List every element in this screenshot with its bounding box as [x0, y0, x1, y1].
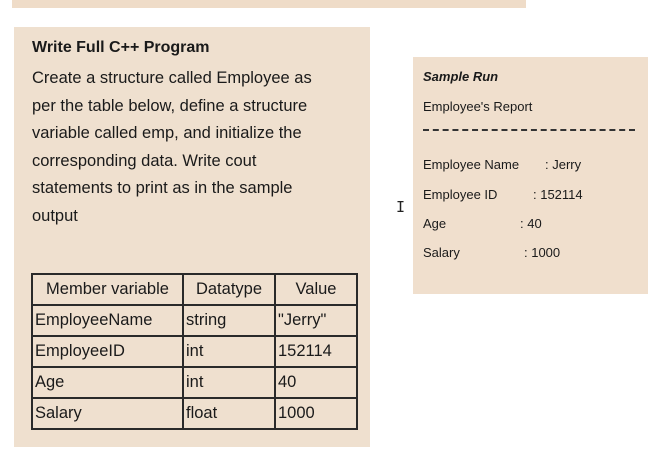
cell-type: int: [183, 367, 275, 398]
assignment-card: [14, 27, 370, 447]
report-label: Employee ID: [423, 187, 498, 202]
cell-type: int: [183, 336, 275, 367]
report-label: Age: [423, 216, 447, 231]
text-cursor-icon: I: [396, 198, 406, 216]
cell-value: 40: [275, 367, 357, 398]
cell-value: 1000: [275, 398, 357, 429]
description-line: statements to print as in the sample: [32, 179, 293, 198]
table-row: [32, 398, 357, 429]
cell-member: EmployeeID: [32, 336, 183, 367]
description-line: corresponding data. Write cout: [32, 151, 257, 170]
assignment-description: [32, 65, 367, 231]
report-value: : 40: [520, 216, 542, 231]
dashed-divider: [423, 129, 635, 131]
header-value: Value: [275, 274, 357, 305]
report-label: Employee Name: [423, 157, 520, 172]
cell-member: Age: [32, 367, 183, 398]
cell-value: "Jerry": [275, 305, 357, 336]
report-value: : Jerry: [545, 157, 582, 172]
report-value: : 152114: [533, 187, 583, 202]
table-row: [32, 305, 357, 336]
cell-member: Salary: [32, 398, 183, 429]
report-value: : 1000: [524, 245, 561, 260]
assignment-title: Write Full C++ Program: [32, 39, 210, 56]
sample-run-card: [413, 57, 648, 294]
table-row: [32, 367, 357, 398]
description-line: per the table below, define a structure: [32, 96, 308, 115]
member-table: [31, 273, 358, 430]
report-label: Salary: [423, 245, 460, 260]
cell-type: string: [183, 305, 275, 336]
header-datatype: Datatype: [183, 274, 275, 305]
report-title: Employee's Report: [423, 99, 533, 114]
table-header-row: [32, 274, 357, 305]
cell-member: EmployeeName: [32, 305, 183, 336]
header-member-variable: Member variable: [32, 274, 183, 305]
cell-type: float: [183, 398, 275, 429]
cell-value: 152114: [275, 336, 357, 367]
description-line: Create a structure called Employee as: [32, 69, 312, 87]
description-line: output: [32, 206, 78, 225]
table-row: [32, 336, 357, 367]
sample-run-title: Sample Run: [423, 69, 499, 84]
top-strip: [12, 0, 526, 8]
description-line: variable called emp, and initialize the: [32, 124, 302, 143]
